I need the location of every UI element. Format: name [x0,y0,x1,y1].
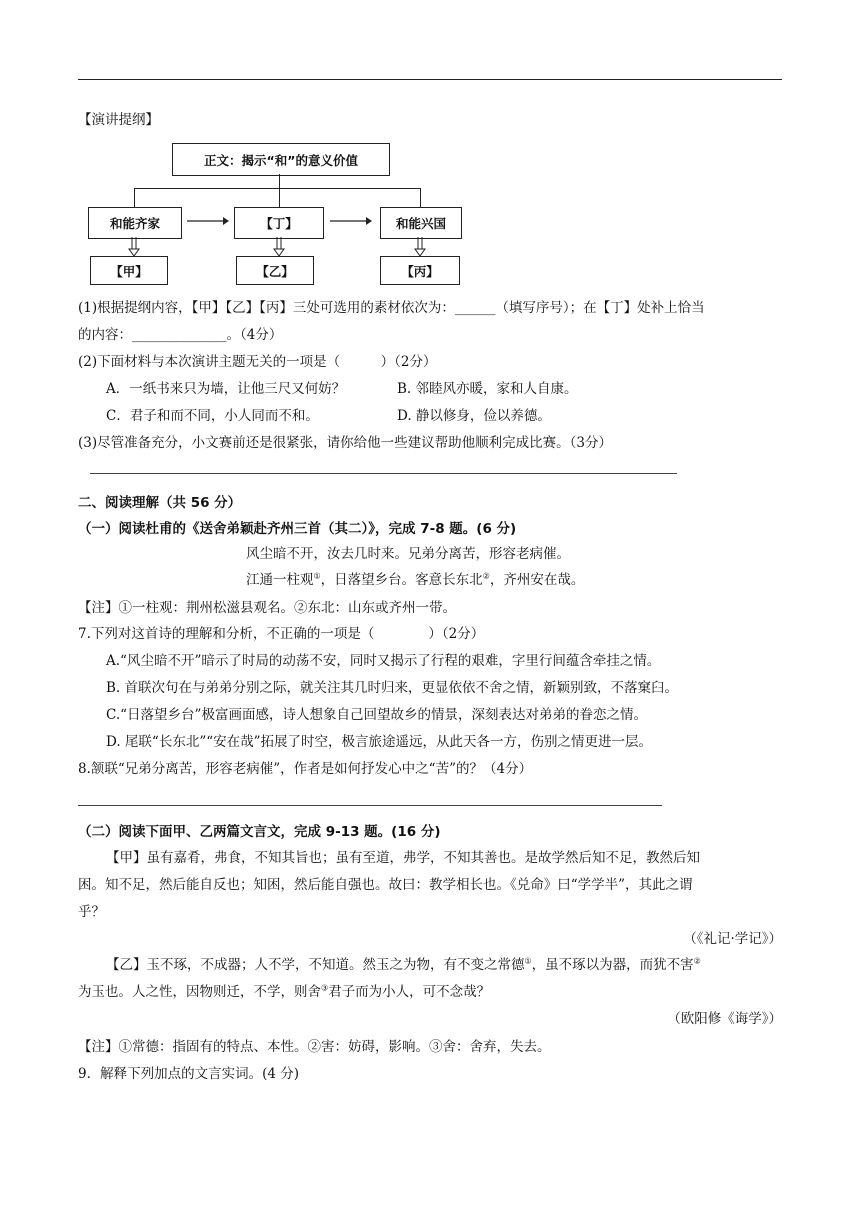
q9-stem: 9．解释下列加点的文言实词。(4 分) [78,1066,300,1082]
q8-stem: 8.颔联“兄弟分离苦，形容老病催”，作者是如何抒发心中之“苦”的？（4分） [78,761,533,777]
text-yi-line2: 为玉也。人之性，因物则迁，不学，则舍③君子而为小人，可不念哉？ [78,983,491,1000]
text-jia-line3: 乎？ [78,904,105,920]
q7-option-d: D. 尾联“长东北”“安在哉”拓展了时空，极言旅途遥远，从此天各一方，伤别之情更进一层。 [106,734,653,750]
outline-box-bing: 【丙】 [380,256,460,285]
q3-stem: (3)尽管准备充分，小文赛前还是很紧张，请你给他一些建议帮助他顺利完成比赛。（3分） [78,435,612,451]
q2-option-d: D. 静以修身，俭以养德。 [397,408,551,424]
answer-line [90,473,677,474]
outline-box-family: 和能齐家 [88,207,182,239]
outline-box-nation: 和能兴国 [380,207,462,239]
text-yi-line1: 【乙】玉不琢，不成器；人不学，不知道。然玉之为物，有不变之常德①，虽不琢以为器，而犹不害② [106,956,701,973]
q1-line1: (1)根据提纲内容，【甲】【乙】【丙】三处可选用的素材依次为：______（填写序号）；在【丁】处补上恰当 [78,300,705,316]
right-arrow-icon [330,215,372,227]
q2-option-b: B. 邻睦风亦暖，家和人自康。 [397,381,578,397]
poem-note: 【注】①一柱观：荆州松滋县观名。②东北：山东或齐州一带。 [78,600,456,616]
outline-top-box: 正文：揭示“和”的意义价值 [172,143,390,176]
part1-title: （一）阅读杜甫的《送舍弟颖赴齐州三首（其二）》，完成 7-8 题。(6 分) [78,521,517,537]
connector [420,188,421,207]
right-arrow-icon [187,215,229,227]
source-yi: （欧阳修《诲学》） [667,1011,782,1027]
part2-title: （二）阅读下面甲、乙两篇文言文，完成 9-13 题。(16 分) [78,824,441,840]
q7-stem: 7.下列对这首诗的理解和分析，不正确的一项是（ ）（2分） [78,626,485,642]
down-arrow-icon [413,237,427,256]
poem-line2: 江通一柱观①，日落望乡台。客意长东北②，齐州安在哉。 [246,571,585,588]
text-note: 【注】①常德：指固有的特点、本性。②害：妨碍，影响。③舍：舍弃，失去。 [78,1039,551,1055]
connector [279,174,280,188]
connector [134,188,420,189]
q2-option-c: C．君子和而不同，小人同而不和。 [106,408,319,424]
connector [134,188,135,207]
outline-box-yi: 【乙】 [236,256,314,285]
q7-option-a: A.“风尘暗不开”暗示了时局的动荡不安，同时又揭示了行程的艰难，字里行间蕴含牵挂之情。 [106,653,661,669]
top-rule [78,79,782,80]
section-title: 二、阅读理解（共 56 分） [78,495,242,511]
down-arrow-icon [127,237,141,256]
outline-heading: 【演讲提纲】 [78,112,159,128]
outline-box-ding: 【丁】 [234,207,324,239]
down-arrow-icon [272,237,286,256]
q2-option-a: A．一纸书来只为墙，让他三尺又何妨？ [106,381,346,397]
source-jia: （《礼记·学记》） [683,931,782,947]
connector [279,188,280,207]
q2-stem: (2)下面材料与本次演讲主题无关的一项是（ ）（2分） [78,354,437,370]
q1-line2: 的内容：______________。（4分） [78,327,283,343]
text-jia-line1: 【甲】虽有嘉肴，弗食，不知其旨也；虽有至道，弗学，不知其善也。是故学然后知不足，教然后知 [106,850,700,866]
text-jia-line2: 困。知不足，然后能自反也；知困，然后能自强也。故曰：教学相长也。《兑命》曰“学学半”，其此之谓 [78,877,693,893]
outline-box-jia: 【甲】 [90,256,168,285]
poem-line1: 风尘暗不开，汝去几时来。兄弟分离苦，形容老病催。 [246,546,570,562]
q7-option-c: C.“日落望乡台”极富画面感，诗人想象自己回望故乡的情景，深刻表达对弟弟的眷恋之情。 [106,707,647,723]
answer-line [78,805,662,806]
q7-option-b: B. 首联次句在与弟弟分别之际，就关注其几时归来，更显依依不舍之情，新颖别致，不落窠臼。 [106,680,679,696]
